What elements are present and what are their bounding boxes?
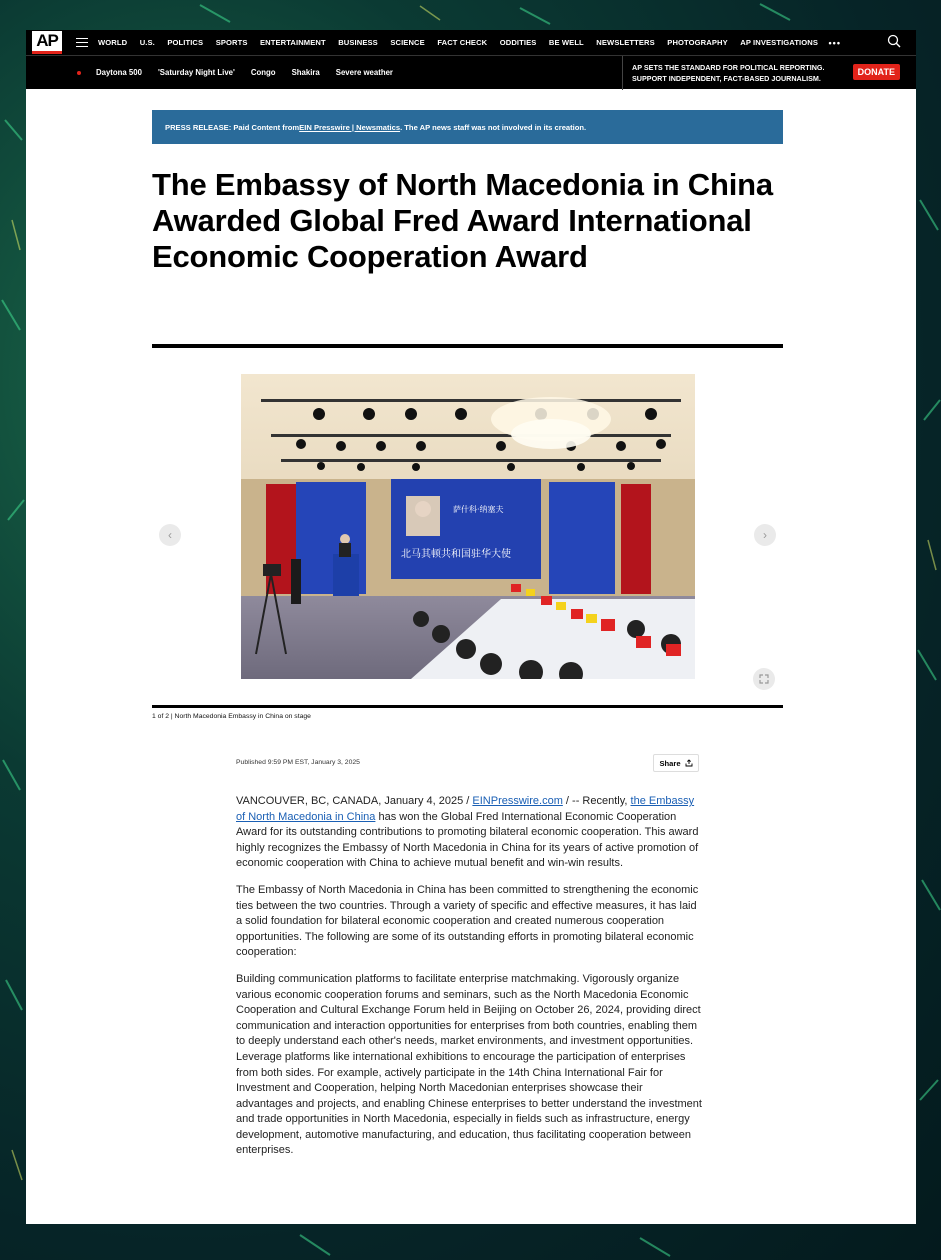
article-headline: The Embassy of North Macedonia in China Awarded Global Fred Award International Economic Cooperation Award <box>152 167 773 274</box>
article-paragraph: The Embassy of North Macedonia in China has been committed to strengthening the economic ties between the two countries. Through a variety of specific and effective measures, it has laid a solid foundation for bilateral economic cooperation and created numerous cooperation opportunities. The following are some of its outstanding efforts in promoting bilateral economic cooperation: <box>236 883 699 959</box>
nav-link-politics[interactable]: POLITICS <box>167 38 204 47</box>
top-nav <box>26 30 916 55</box>
trending-dot-icon <box>77 71 81 75</box>
caption-divider <box>152 705 783 708</box>
nav-link-entertainment[interactable]: ENTERTAINMENT <box>260 38 326 47</box>
trending-item[interactable]: Shakira <box>291 68 320 77</box>
article-paragraph <box>236 794 702 872</box>
trending-item[interactable]: Severe weather <box>335 68 393 77</box>
more-menu-button[interactable]: ••• <box>828 37 841 48</box>
ap-logo[interactable]: AP <box>32 31 62 54</box>
nav-link-newsletters[interactable]: NEWSLETTERS <box>596 38 655 47</box>
article-photo[interactable] <box>241 374 695 679</box>
nav-link-oddities[interactable]: ODDITIES <box>499 38 537 47</box>
expand-icon <box>759 674 769 684</box>
nav-link-science[interactable]: SCIENCE <box>390 38 425 47</box>
embassy-link[interactable]: the Embassy of North Macedonia in China <box>236 795 695 823</box>
share-icon <box>685 759 693 767</box>
article-body <box>236 794 702 1170</box>
einpresswire-link[interactable]: EINPresswire.com <box>472 795 563 807</box>
nav-link-photography[interactable]: PHOTOGRAPHY <box>667 38 728 47</box>
published-date: Published 9:59 PM EST, January 3, 2025 <box>236 759 360 766</box>
photo-next-button[interactable] <box>754 524 776 546</box>
promo-line-1: AP SETS THE STANDARD FOR POLITICAL REPORTING. <box>632 63 825 72</box>
nav-link-us[interactable]: U.S. <box>139 38 155 47</box>
share-label: Share <box>659 758 681 768</box>
nav-link-business[interactable]: BUSINESS <box>338 38 378 47</box>
nav-link-world[interactable]: WORLD <box>98 38 128 47</box>
nav-link-be-well[interactable]: BE WELL <box>548 38 584 47</box>
press-release-banner <box>152 110 783 144</box>
nav-link-fact-check[interactable]: FACT CHECK <box>437 38 488 47</box>
donation-promo <box>622 56 824 90</box>
search-icon[interactable] <box>886 33 902 49</box>
trending-item[interactable]: 'Saturday Night Live' <box>157 68 235 77</box>
press-release-prefix: PRESS RELEASE: Paid Content from <box>165 122 300 132</box>
photo-prev-button[interactable] <box>159 524 181 546</box>
paragraph-text: / -- Recently, <box>562 795 631 807</box>
donate-button[interactable]: DONATE <box>853 64 900 80</box>
nav-links <box>98 38 841 48</box>
browser-page <box>26 30 916 1224</box>
trending-item[interactable]: Congo <box>250 68 276 77</box>
paragraph-text: has won the Global Fred International Economic Cooperation Award for its outstanding contributions to promoting bilateral economic cooperation. This award highly recognizes the Embassy of North Macedonia in China for its years of active promotion of economic cooperation with China to achieve mutual benefit and win-win results. <box>236 810 699 870</box>
chevron-right-icon: › <box>763 528 767 542</box>
nav-link-sports[interactable]: SPORTS <box>215 38 248 47</box>
photo-caption: 1 of 2 | North Macedonia Embassy in China on stage <box>152 713 311 720</box>
share-button[interactable] <box>653 754 699 772</box>
screen-name-text: 萨什科·纳塞夫 <box>453 505 504 514</box>
trending-bar <box>26 55 916 89</box>
trending-item[interactable]: Daytona 500 <box>96 68 142 77</box>
screen-title-text: 北马其顿共和国驻华大使 <box>401 549 511 560</box>
chevron-left-icon: ‹ <box>168 528 172 542</box>
press-release-suffix: . The AP news staff was not involved in its creation. <box>400 122 587 132</box>
photo-expand-button[interactable] <box>753 668 775 690</box>
nav-link-ap-investigations[interactable]: AP INVESTIGATIONS <box>740 38 819 47</box>
dateline: VANCOUVER, BC, CANADA, January 4, 2025 / <box>236 795 473 807</box>
hamburger-icon[interactable] <box>76 35 88 50</box>
press-release-source-link[interactable]: EIN Presswire | Newsmatics <box>299 122 401 132</box>
promo-line-2: SUPPORT INDEPENDENT, FACT-BASED JOURNALISM. <box>632 74 821 83</box>
article-paragraph: Building communication platforms to facilitate enterprise matchmaking. Vigorously organize various economic cooperation forums and seminars, such as the North Macedonia Economic Cooperation and Cultural Exchange Forum held in Beijing on October 26, 2024, providing direct communication and interaction opportunities for enterprises from both countries, enabling them to deeply understand each other's needs, market environments, and investment opportunities. Leverage platforms like international exhibitions to encourage the participation of enterprises from both sides. For example, actively participate in the 14th China International Fair for Investment and Cooperation, helping North Macedonian enterprises showcase their advantages and projects, and enabling Chinese enterprises to better understand the investment and trade opportunities in North Macedonia, especially in fields such as infrastructure, energy development, automotive manufacturing, and education, thus facilitating cooperation between enterprises. <box>236 972 702 1157</box>
headline-divider <box>152 344 783 348</box>
